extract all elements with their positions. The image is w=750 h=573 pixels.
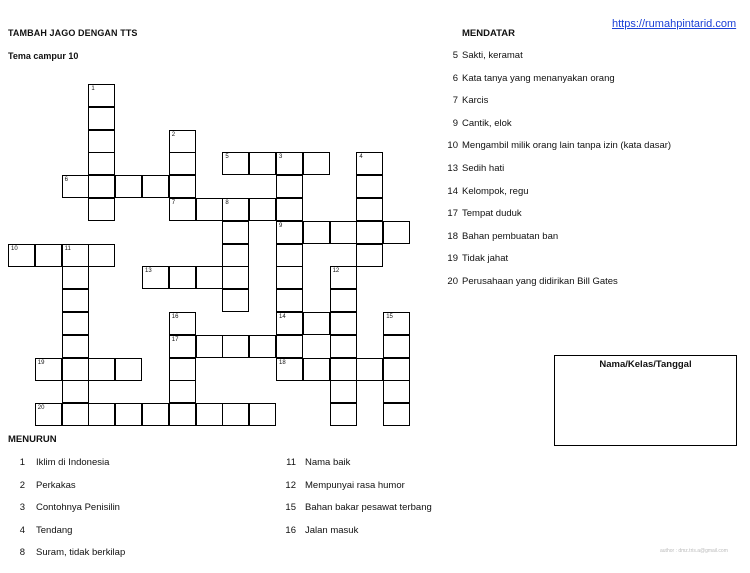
cell-number: 14: [279, 314, 286, 320]
cell-number: 2: [171, 131, 176, 138]
clue-text: Nama baik: [305, 457, 351, 468]
grid-cell[interactable]: [276, 244, 303, 267]
clue-number: 9: [452, 117, 458, 129]
grid-cell[interactable]: [330, 289, 357, 312]
clue-number: 18: [447, 230, 458, 242]
grid-cell[interactable]: [383, 335, 410, 358]
clue-number: 16: [285, 524, 296, 536]
clue-text: Sakti, keramat: [462, 50, 523, 61]
grid-cell[interactable]: [196, 266, 223, 289]
clue-number: 5: [452, 50, 458, 61]
grid-cell[interactable]: [330, 312, 357, 335]
grid-cell[interactable]: [330, 335, 357, 358]
grid-cell[interactable]: [356, 198, 383, 221]
grid-cell-11[interactable]: [62, 244, 89, 267]
grid-cell-12[interactable]: [330, 266, 357, 289]
grid-cell[interactable]: [88, 244, 115, 267]
cell-number: 9: [279, 222, 283, 229]
clue-number: 3: [19, 502, 25, 514]
grid-cell-8[interactable]: [222, 198, 249, 221]
grid-cell[interactable]: [383, 221, 410, 244]
grid-cell-5[interactable]: [222, 152, 249, 175]
cell-number: 4: [359, 154, 363, 161]
cell-number: 5: [225, 154, 229, 161]
grid-cell[interactable]: [196, 403, 223, 426]
grid-cell[interactable]: [222, 289, 249, 312]
clue-text: Tidak jahat: [462, 253, 509, 265]
grid-cell[interactable]: [88, 358, 115, 381]
grid-cell[interactable]: [115, 403, 142, 426]
clue-text: Suram, tidak berkilap: [36, 547, 126, 559]
cell-number: 15: [386, 314, 393, 320]
clue-number: 8: [19, 547, 25, 559]
page-title: TAMBAH JAGO DENGAN TTS: [8, 28, 138, 38]
grid-cell[interactable]: [62, 380, 89, 403]
clue-number: 1: [19, 457, 25, 468]
grid-cell[interactable]: [62, 312, 89, 335]
cell-number: 7: [171, 200, 176, 206]
cell-number: 18: [279, 359, 286, 366]
clue-number: 2: [19, 479, 25, 491]
grid-cell[interactable]: [142, 403, 169, 426]
clue-number: 13: [447, 163, 458, 174]
grid-cell-19[interactable]: [35, 358, 62, 381]
menurun-heading: MENURUN: [8, 434, 57, 445]
clue-number: 19: [447, 253, 458, 265]
clue-text: Perusahaan yang didirikan Bill Gates: [462, 276, 618, 287]
grid-cell[interactable]: [330, 221, 357, 244]
grid-cell[interactable]: [88, 175, 115, 198]
grid-cell[interactable]: [222, 221, 249, 244]
grid-cell-4[interactable]: [356, 152, 383, 175]
grid-cell[interactable]: [169, 152, 196, 175]
grid-cell[interactable]: [115, 175, 142, 198]
grid-cell[interactable]: [356, 221, 383, 244]
grid-cell[interactable]: [383, 403, 410, 426]
grid-cell[interactable]: [169, 358, 196, 381]
grid-cell-13[interactable]: [142, 266, 169, 289]
clue-number: 17: [447, 208, 458, 220]
clue-text: Bahan pembuatan ban: [462, 230, 559, 242]
clue-text: Contohnya Penisilin: [36, 502, 120, 514]
clue-text: Mempunyai rasa humor: [305, 479, 405, 491]
mendatar-heading: MENDATAR: [462, 28, 515, 39]
grid-cell[interactable]: [222, 244, 249, 267]
grid-cell[interactable]: [383, 380, 410, 403]
grid-cell[interactable]: [356, 358, 383, 381]
website-link[interactable]: https://rumahpintarid.com: [612, 18, 737, 30]
clue-text: Tendang: [36, 524, 73, 536]
clue-text: Sedih hati: [462, 163, 505, 174]
grid-cell-17[interactable]: [169, 335, 196, 358]
grid-cell[interactable]: [249, 152, 276, 175]
clue-text: Kelompok, regu: [462, 185, 529, 197]
clue-text: Mengambil milik orang lain tanpa izin (kata dasar): [462, 140, 672, 152]
grid-cell[interactable]: [330, 358, 357, 381]
grid-cell[interactable]: [276, 266, 303, 289]
cell-number: 8: [225, 200, 229, 206]
clue-text: Bahan bakar pesawat terbang: [305, 502, 432, 514]
grid-cell-10[interactable]: [8, 244, 35, 267]
author-credit: author : dmz.tris.a@gmail.com: [660, 548, 728, 554]
clue-number: 6: [452, 72, 458, 84]
grid-cell-18[interactable]: [276, 358, 303, 381]
cell-number: 13: [145, 268, 152, 275]
clue-number: 15: [285, 502, 296, 514]
grid-cell-6[interactable]: [62, 175, 89, 198]
clue-text: Tempat duduk: [462, 208, 522, 220]
grid-cell[interactable]: [88, 152, 115, 175]
grid-cell[interactable]: [276, 289, 303, 312]
cell-number: 12: [332, 268, 340, 275]
grid-cell-20[interactable]: [35, 403, 62, 426]
grid-cell[interactable]: [249, 335, 276, 358]
grid-cell[interactable]: [249, 403, 276, 426]
cell-number: 11: [64, 245, 71, 252]
clue-text: Perkakas: [36, 479, 76, 491]
grid-cell[interactable]: [62, 403, 89, 426]
cell-number: 20: [37, 405, 45, 412]
grid-cell-9[interactable]: [276, 221, 303, 244]
grid-cell[interactable]: [356, 244, 383, 267]
grid-cell-14[interactable]: [276, 312, 303, 335]
grid-cell[interactable]: [88, 403, 115, 426]
grid-cell-3[interactable]: [276, 152, 303, 175]
cell-number: 16: [171, 314, 179, 320]
grid-cell[interactable]: [276, 335, 303, 358]
clue-text: Kata tanya yang menanyakan orang: [462, 72, 615, 84]
cell-number: 1: [91, 86, 95, 92]
grid-cell[interactable]: [222, 266, 249, 289]
grid-cell[interactable]: [276, 175, 303, 198]
grid-cell[interactable]: [88, 198, 115, 221]
name-class-date-box[interactable]: [554, 355, 737, 446]
grid-cell-2[interactable]: [169, 130, 196, 153]
clue-number: 14: [447, 185, 458, 197]
clue-number: 20: [447, 276, 458, 287]
grid-cell[interactable]: [303, 358, 330, 381]
clue-text: Iklim di Indonesia: [36, 457, 110, 468]
grid-cell[interactable]: [222, 403, 249, 426]
grid-cell[interactable]: [303, 152, 330, 175]
clue-number: 12: [285, 479, 296, 491]
grid-cell[interactable]: [169, 403, 196, 426]
grid-cell[interactable]: [330, 380, 357, 403]
clue-number: 11: [286, 457, 296, 468]
grid-cell[interactable]: [303, 221, 330, 244]
grid-cell-1[interactable]: [88, 84, 115, 107]
clue-text: Karcis: [462, 95, 489, 107]
cell-number: 6: [64, 177, 68, 184]
grid-cell[interactable]: [196, 198, 223, 221]
grid-cell[interactable]: [169, 175, 196, 198]
cell-number: 3: [279, 154, 283, 161]
grid-cell-7[interactable]: [169, 198, 196, 221]
grid-cell[interactable]: [35, 244, 62, 267]
grid-cell[interactable]: [62, 358, 89, 381]
name-class-date-label: Nama/Kelas/Tanggal: [599, 359, 692, 370]
clue-text: Jalan masuk: [305, 524, 359, 536]
grid-cell[interactable]: [196, 335, 223, 358]
clue-number: 7: [452, 95, 458, 107]
grid-cell[interactable]: [276, 198, 303, 221]
grid-cell[interactable]: [222, 335, 249, 358]
cell-number: 17: [171, 336, 179, 343]
page-subtitle: Tema campur 10: [8, 51, 79, 61]
grid-cell[interactable]: [88, 130, 115, 153]
grid-cell[interactable]: [62, 335, 89, 358]
cell-number: 19: [37, 359, 45, 366]
grid-cell[interactable]: [249, 198, 276, 221]
grid-cell[interactable]: [383, 358, 410, 381]
grid-cell[interactable]: [115, 358, 142, 381]
grid-cell[interactable]: [62, 266, 89, 289]
grid-cell-15[interactable]: [383, 312, 410, 335]
grid-cell[interactable]: [169, 380, 196, 403]
grid-cell[interactable]: [142, 175, 169, 198]
clue-number: 4: [19, 524, 25, 536]
grid-cell[interactable]: [62, 289, 89, 312]
clue-text: Cantik, elok: [462, 117, 512, 129]
grid-cell[interactable]: [356, 175, 383, 198]
grid-cell-16[interactable]: [169, 312, 196, 335]
grid-cell[interactable]: [88, 107, 115, 130]
clue-number: 10: [447, 140, 458, 152]
cell-number: 10: [11, 245, 18, 252]
grid-cell[interactable]: [303, 312, 330, 335]
grid-cell[interactable]: [169, 266, 196, 289]
grid-cell[interactable]: [330, 403, 357, 426]
